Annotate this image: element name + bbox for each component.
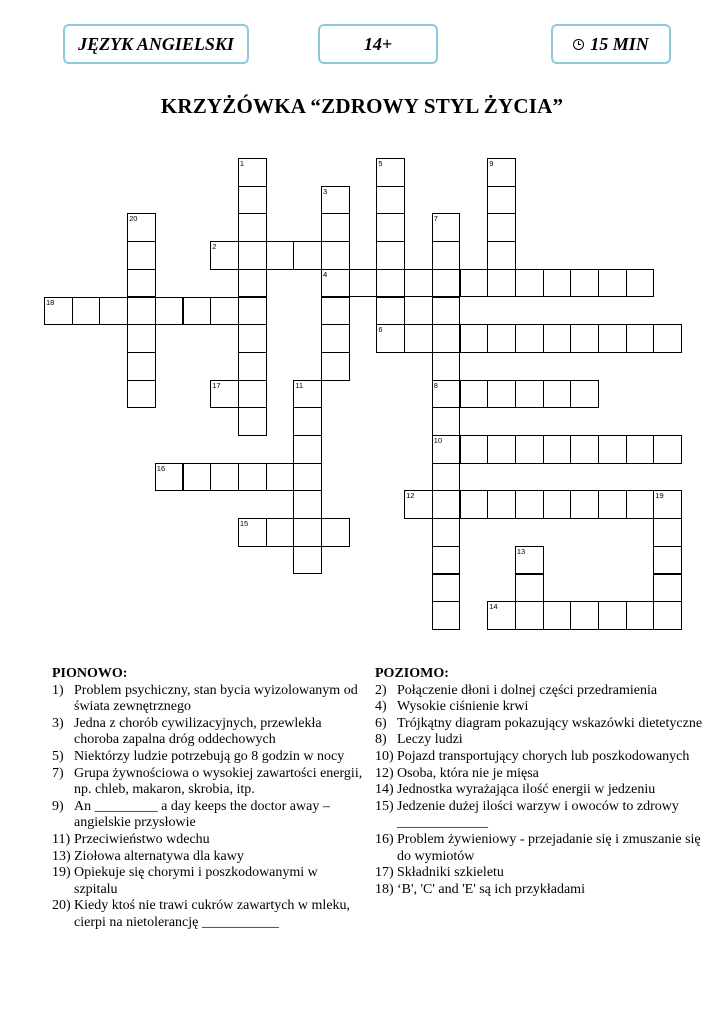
- crossword-cell[interactable]: [238, 241, 267, 270]
- crossword-cell[interactable]: [432, 241, 461, 270]
- crossword-cell[interactable]: [238, 463, 267, 492]
- clue-item-text: Jednostka wyrażająca ilość energii w jedzeniu: [397, 782, 656, 798]
- crossword-cell[interactable]: [487, 186, 516, 215]
- crossword-cell[interactable]: [515, 490, 544, 519]
- clue-item-text: Niektórzy ludzie potrzebują go 8 godzin w nocy: [74, 748, 345, 764]
- crossword-cell[interactable]: [460, 324, 489, 353]
- clue-item-number: 8): [375, 732, 387, 748]
- crossword-cell[interactable]: [238, 352, 267, 381]
- crossword-cell[interactable]: [432, 435, 461, 464]
- crossword-cell[interactable]: [293, 435, 322, 464]
- crossword-cell[interactable]: [127, 269, 156, 298]
- crossword-cell[interactable]: [598, 601, 627, 630]
- crossword-cell[interactable]: [155, 297, 184, 326]
- crossword-cell[interactable]: [127, 324, 156, 353]
- clue-number: 17: [212, 380, 221, 390]
- clue-number: 19: [655, 491, 664, 501]
- crossword-cell[interactable]: [127, 213, 156, 242]
- crossword-cell[interactable]: [210, 463, 239, 492]
- crossword-cell[interactable]: [432, 490, 461, 519]
- crossword-cell[interactable]: [376, 241, 405, 270]
- clue-item-number: 7): [52, 765, 64, 781]
- crossword-cell[interactable]: [626, 324, 655, 353]
- crossword-cell[interactable]: [293, 463, 322, 492]
- time-label: 15 MIN: [590, 33, 649, 54]
- crossword-cell[interactable]: [432, 380, 461, 409]
- crossword-cell[interactable]: [266, 241, 295, 270]
- crossword-cell[interactable]: [183, 297, 212, 326]
- clue-item-text: Problem żywieniowy - przejadanie się i zmuszanie się do wymiotów: [397, 831, 701, 864]
- crossword-cell[interactable]: [570, 269, 599, 298]
- crossword-cell[interactable]: [598, 435, 627, 464]
- crossword-cell[interactable]: [238, 213, 267, 242]
- crossword-cell[interactable]: [653, 518, 682, 547]
- clue-item-text: Leczy ludzi: [397, 732, 463, 748]
- crossword-cell[interactable]: [543, 269, 572, 298]
- clue-item-number: 6): [375, 715, 387, 731]
- clue-number: 16: [156, 463, 166, 473]
- crossword-cell[interactable]: [349, 269, 378, 298]
- crossword-cell[interactable]: [626, 269, 655, 298]
- clue-item-text: ‘B', 'C' and 'E' są ich przykładami: [397, 881, 585, 897]
- crossword-cell[interactable]: [293, 407, 322, 436]
- clue-item: [52, 766, 364, 799]
- clue-item: [52, 898, 364, 931]
- clue-item: [52, 683, 364, 716]
- crossword-cell[interactable]: [432, 297, 461, 326]
- crossword-cell[interactable]: [321, 213, 350, 242]
- crossword-cell[interactable]: [432, 463, 461, 492]
- clue-item-number: 9): [52, 798, 64, 814]
- crossword-cell[interactable]: [127, 297, 156, 326]
- crossword-cell[interactable]: [266, 518, 295, 547]
- crossword-cell[interactable]: [515, 574, 544, 603]
- clues-down-heading: PIONOWO:: [52, 666, 128, 681]
- crossword-cell[interactable]: [432, 324, 461, 353]
- clue-item-number: 17): [375, 865, 394, 881]
- clue-item: [52, 849, 364, 866]
- crossword-cell[interactable]: [183, 463, 212, 492]
- clue-item-text: Opiekuje się chorymi i poszkodowanymi w szpitalu: [74, 865, 318, 897]
- clue-number: 8: [433, 380, 438, 390]
- crossword-cell[interactable]: [238, 186, 267, 215]
- crossword-cell[interactable]: [460, 269, 489, 298]
- clue-item-number: 18): [375, 881, 394, 897]
- clue-number: 11: [295, 380, 304, 390]
- clue-item-text: Trójkątny diagram pokazujący wskazówki dietetyczne: [397, 715, 703, 731]
- page-title: KRZYŻÓWKA “ZDROWY STYL ŻYCIA”: [160, 94, 564, 118]
- clue-item: [375, 683, 705, 700]
- crossword-cell[interactable]: [653, 324, 682, 353]
- crossword-cell[interactable]: [99, 297, 128, 326]
- clue-item-number: 10): [375, 748, 394, 764]
- crossword-cell[interactable]: [626, 601, 655, 630]
- clues-down: [52, 666, 364, 932]
- crossword-cell[interactable]: [653, 435, 682, 464]
- crossword-cell[interactable]: [487, 380, 516, 409]
- clue-number: 2: [212, 242, 217, 252]
- crossword-cell[interactable]: [460, 490, 489, 519]
- crossword-cell[interactable]: [543, 601, 572, 630]
- crossword-cell[interactable]: [432, 574, 461, 603]
- clue-item-text: Połączenie dłoni i dolnej części przedramienia: [397, 682, 658, 698]
- clue-item: [52, 749, 364, 766]
- crossword-cell[interactable]: [376, 297, 405, 326]
- clue-item-number: 12): [375, 765, 394, 781]
- crossword-cell[interactable]: [210, 297, 239, 326]
- crossword-cell[interactable]: [487, 324, 516, 353]
- crossword-cell[interactable]: [127, 352, 156, 381]
- crossword-cell[interactable]: [598, 324, 627, 353]
- crossword-cell[interactable]: [321, 324, 350, 353]
- clue-number: 14: [489, 602, 498, 612]
- crossword-cell[interactable]: [238, 297, 267, 326]
- crossword-cell[interactable]: [432, 546, 461, 575]
- clue-number: 10: [433, 436, 443, 445]
- clue-item-text: Składniki szkieletu: [397, 865, 504, 881]
- clue-number: 20: [129, 214, 138, 224]
- crossword-cell[interactable]: [376, 269, 405, 298]
- crossword-cell[interactable]: [543, 324, 572, 353]
- crossword-cell[interactable]: [487, 213, 516, 242]
- crossword-cell[interactable]: [44, 297, 73, 326]
- clue-item: [52, 799, 364, 832]
- clue-number: 4: [323, 269, 328, 279]
- clue-item-text: Jedzenie dużej ilości warzyw i owoców to zdrowy _____________: [397, 798, 679, 831]
- clue-number: 13: [516, 546, 526, 556]
- crossword-cell[interactable]: [238, 407, 267, 436]
- crossword-cell[interactable]: [404, 490, 433, 519]
- crossword-cell[interactable]: [653, 574, 682, 603]
- clue-item-number: 16): [375, 831, 394, 847]
- crossword-cell[interactable]: [570, 435, 599, 464]
- subject-label: JĘZYK ANGIELSKI: [78, 33, 234, 54]
- crossword-cell[interactable]: [155, 463, 184, 492]
- crossword-cell[interactable]: [487, 158, 516, 187]
- clue-item-number: 20): [52, 898, 71, 914]
- crossword-cell[interactable]: [515, 546, 544, 575]
- crossword-cell[interactable]: [238, 324, 267, 353]
- crossword-cell[interactable]: [432, 269, 461, 298]
- crossword-cell[interactable]: [210, 241, 239, 270]
- crossword-cell[interactable]: [238, 269, 267, 298]
- crossword-cell[interactable]: [487, 269, 516, 298]
- crossword-cell[interactable]: [376, 158, 405, 187]
- clue-item-number: 19): [52, 865, 71, 881]
- crossword-cell[interactable]: [321, 241, 350, 270]
- clue-number: 15: [239, 519, 249, 529]
- crossword-cell[interactable]: [432, 213, 461, 242]
- crossword-cell[interactable]: [321, 352, 350, 381]
- clue-number: 18: [46, 297, 55, 307]
- clue-item-text: Ziołowa alternatywa dla kawy: [74, 848, 244, 864]
- crossword-cell[interactable]: [515, 601, 544, 630]
- clue-item-text: Pojazd transportujący chorych lub poszkodowanych: [397, 748, 690, 764]
- crossword-cell[interactable]: [570, 490, 599, 519]
- crossword-cell[interactable]: [570, 601, 599, 630]
- crossword-cell[interactable]: [321, 518, 350, 547]
- crossword-cell[interactable]: [515, 324, 544, 353]
- crossword-cell[interactable]: [376, 186, 405, 215]
- crossword-cell[interactable]: [487, 241, 516, 270]
- clue-item: [52, 832, 364, 849]
- clue-item: [375, 882, 705, 899]
- clue-number: 9: [489, 159, 494, 168]
- clue-number: 12: [406, 491, 415, 501]
- crossword-cell[interactable]: [432, 518, 461, 547]
- clue-item: [375, 782, 705, 799]
- crossword-cell[interactable]: [293, 241, 322, 270]
- clue-item-text: An _________ a day keeps the doctor away – angielskie przysłowie: [74, 798, 330, 831]
- clue-item: [375, 749, 705, 766]
- crossword-cell[interactable]: [515, 435, 544, 464]
- crossword-cell[interactable]: [543, 490, 572, 519]
- crossword-cell[interactable]: [515, 380, 544, 409]
- clue-number: 6: [378, 325, 383, 335]
- clue-item: [375, 865, 705, 882]
- age-label: 14+: [363, 33, 393, 54]
- clue-item-text: Jedna z chorób cywilizacyjnych, przewlekła choroba zapalna dróg oddechowych: [74, 715, 322, 748]
- clue-item-number: 11): [52, 831, 71, 847]
- crossword-cell[interactable]: [127, 241, 156, 270]
- crossword-cell[interactable]: [72, 297, 101, 326]
- clue-item: [375, 766, 705, 783]
- clues-across-heading: POZIOMO:: [375, 666, 449, 681]
- crossword-cell[interactable]: [598, 269, 627, 298]
- clue-item: [375, 716, 705, 733]
- crossword-cell[interactable]: [321, 269, 350, 298]
- crossword-cell[interactable]: [460, 435, 489, 464]
- crossword-cell[interactable]: [515, 269, 544, 298]
- crossword-cell[interactable]: [238, 380, 267, 409]
- crossword-cell[interactable]: [460, 380, 489, 409]
- clue-item-text: Wysokie ciśnienie krwi: [397, 699, 529, 715]
- crossword-cell[interactable]: [210, 380, 239, 409]
- clue-number: 5: [378, 159, 383, 168]
- clue-item: [375, 732, 705, 749]
- crossword-cell[interactable]: [598, 490, 627, 519]
- clue-item: [375, 699, 705, 716]
- crossword-cell[interactable]: [653, 601, 682, 630]
- crossword-cell[interactable]: [432, 352, 461, 381]
- crossword-cell[interactable]: [487, 490, 516, 519]
- crossword-cell[interactable]: [570, 380, 599, 409]
- crossword-cell[interactable]: [404, 324, 433, 353]
- crossword-cell[interactable]: [626, 435, 655, 464]
- crossword-cell[interactable]: [321, 297, 350, 326]
- crossword-cell[interactable]: [238, 518, 267, 547]
- clue-item-number: 5): [52, 748, 64, 764]
- crossword-cell[interactable]: [293, 380, 322, 409]
- crossword-cell[interactable]: [127, 380, 156, 409]
- clue-item-number: 1): [52, 682, 64, 698]
- clue-number: 3: [323, 186, 328, 196]
- clue-item-number: 3): [52, 715, 64, 731]
- clue-item-number: 14): [375, 782, 394, 798]
- crossword-cell[interactable]: [376, 213, 405, 242]
- crossword-cell[interactable]: [570, 324, 599, 353]
- clue-item-text: Grupa żywnościowa o wysokiej zawartości energii, np. chleb, makaron, skrobia, itp.: [74, 765, 363, 798]
- clue-item: [375, 799, 705, 832]
- clue-item-text: Osoba, która nie je mięsa: [397, 765, 539, 781]
- crossword-cell[interactable]: [293, 546, 322, 575]
- crossword-cell[interactable]: [321, 186, 350, 215]
- clue-item-text: Problem psychiczny, stan bycia wyizolowanym od świata zewnętrznego: [74, 682, 358, 715]
- clue-number: 1: [239, 159, 245, 168]
- crossword-cell[interactable]: [266, 463, 295, 492]
- crossword-cell[interactable]: [293, 490, 322, 519]
- clue-item: [52, 716, 364, 749]
- crossword-cell[interactable]: [487, 435, 516, 464]
- clue-item-text: Kiedy ktoś nie trawi cukrów zawartych w mleku, cierpi na nietolerancję ___________: [74, 898, 351, 930]
- clue-item: [52, 865, 364, 898]
- clue-item: [375, 832, 705, 865]
- crossword-cell[interactable]: [487, 601, 516, 630]
- crossword-cell[interactable]: [432, 407, 461, 436]
- crossword-cell[interactable]: [653, 546, 682, 575]
- crossword-cell[interactable]: [626, 490, 655, 519]
- crossword-cell[interactable]: [653, 490, 682, 519]
- clue-item-number: 15): [375, 798, 394, 814]
- crossword-cell[interactable]: [543, 380, 572, 409]
- clue-item-text: Przeciwieństwo wdechu: [74, 831, 210, 847]
- clue-number: 7: [433, 214, 438, 224]
- clue-item-number: 2): [375, 682, 387, 698]
- clue-item-number: 4): [375, 699, 387, 715]
- clues-across: [375, 666, 705, 898]
- crossword-cell[interactable]: [238, 158, 267, 187]
- clue-item-number: 13): [52, 848, 71, 864]
- crossword-cell[interactable]: [543, 435, 572, 464]
- crossword-cell[interactable]: [376, 324, 405, 353]
- crossword-cell[interactable]: [293, 518, 322, 547]
- crossword-cell[interactable]: [432, 601, 461, 630]
- crossword-cell[interactable]: [404, 269, 433, 298]
